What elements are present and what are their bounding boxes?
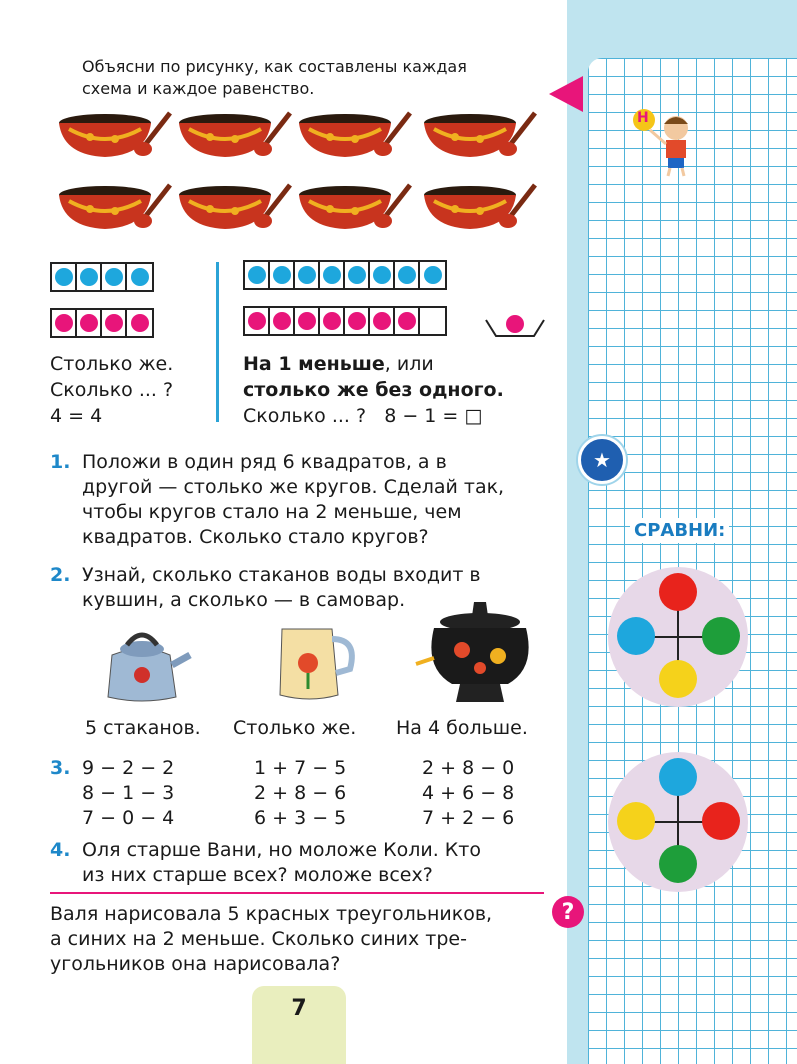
red-dot	[702, 802, 740, 840]
pink-triangle-marker	[549, 76, 583, 112]
green-dot	[702, 617, 740, 655]
jug-illustration	[270, 625, 360, 705]
strip-pink-4	[50, 308, 154, 338]
expr-1-2: 8 − 1 − 3	[82, 782, 175, 804]
task-2-number: 2.	[50, 564, 71, 586]
blue-dot	[617, 617, 655, 655]
hint-letter: Н	[637, 110, 649, 126]
right-text-3: Сколько ... ? 8 − 1 = □	[243, 405, 483, 427]
page-number: 7	[252, 986, 346, 1064]
yellow-dot	[617, 802, 655, 840]
right-text-2: столько же без одного.	[243, 379, 504, 401]
separator-line	[50, 892, 544, 894]
task-1-line-3: чтобы кругов стало на 2 меньше, чем	[82, 501, 462, 523]
bottom-task-line-2: а синих на 2 меньше. Сколько синих тре-	[50, 928, 467, 950]
yellow-dot	[659, 660, 697, 698]
task-3-number: 3.	[50, 757, 71, 779]
expr-1-1: 9 − 2 − 2	[82, 757, 175, 779]
grid-paper-panel	[588, 58, 797, 1064]
task-1-line-1: Положи в один ряд 6 квадратов, а в	[82, 451, 447, 473]
bowls-and-spoons-illustration	[55, 105, 545, 245]
expr-2-3: 6 + 3 − 5	[254, 807, 347, 829]
caption-jug: Столько же.	[233, 717, 357, 739]
divider-line	[216, 262, 219, 422]
task-4-line-1: Оля старше Вани, но моложе Коли. Кто	[82, 839, 481, 861]
samovar-illustration	[412, 598, 547, 710]
task-1-line-4: квадратов. Сколько стало кругов?	[82, 526, 429, 548]
intro-line-1: Объясни по рисунку, как составлены каждая	[82, 57, 467, 76]
removed-dot-icon	[484, 306, 546, 340]
task-2-line-2: кувшин, а сколько — в самовар.	[82, 589, 406, 611]
blue-dot	[659, 758, 697, 796]
red-dot	[659, 573, 697, 611]
stars-icon: ★	[578, 436, 626, 484]
left-text-3: 4 = 4	[50, 405, 103, 427]
task-2-line-1: Узнай, сколько стаканов воды входит в	[82, 564, 481, 586]
bottom-task-line-3: угольников она нарисовала?	[50, 953, 341, 975]
left-text-2: Сколько ... ?	[50, 379, 174, 401]
task-1-line-2: другой — столько же кругов. Сделай так,	[82, 476, 505, 498]
right-text-1: На 1 меньше, или	[243, 353, 434, 375]
expr-2-1: 1 + 7 − 5	[254, 757, 347, 779]
left-text-1: Столько же.	[50, 353, 174, 375]
expr-1-3: 7 − 0 − 4	[82, 807, 175, 829]
expr-3-3: 7 + 2 − 6	[422, 807, 515, 829]
caption-samovar: На 4 больше.	[396, 717, 528, 739]
task-4-line-2: из них старше всех? моложе всех?	[82, 864, 433, 886]
intro-line-2: схема и каждое равенство.	[82, 79, 315, 98]
strip-pink-7	[243, 306, 447, 336]
green-dot	[659, 845, 697, 883]
kettle-illustration	[92, 625, 192, 705]
bottom-task-line-1: Валя нарисовала 5 красных треугольников,	[50, 903, 493, 925]
expr-2-2: 2 + 8 − 6	[254, 782, 347, 804]
task-1-number: 1.	[50, 451, 71, 473]
expr-3-2: 4 + 6 − 8	[422, 782, 515, 804]
strip-blue-4	[50, 262, 154, 292]
expr-3-1: 2 + 8 − 0	[422, 757, 515, 779]
strip-blue-8	[243, 260, 447, 290]
question-icon: ?	[552, 896, 584, 928]
task-4-number: 4.	[50, 839, 71, 861]
compare-label: СРАВНИ:	[630, 518, 729, 543]
caption-kettle: 5 стаканов.	[85, 717, 201, 739]
